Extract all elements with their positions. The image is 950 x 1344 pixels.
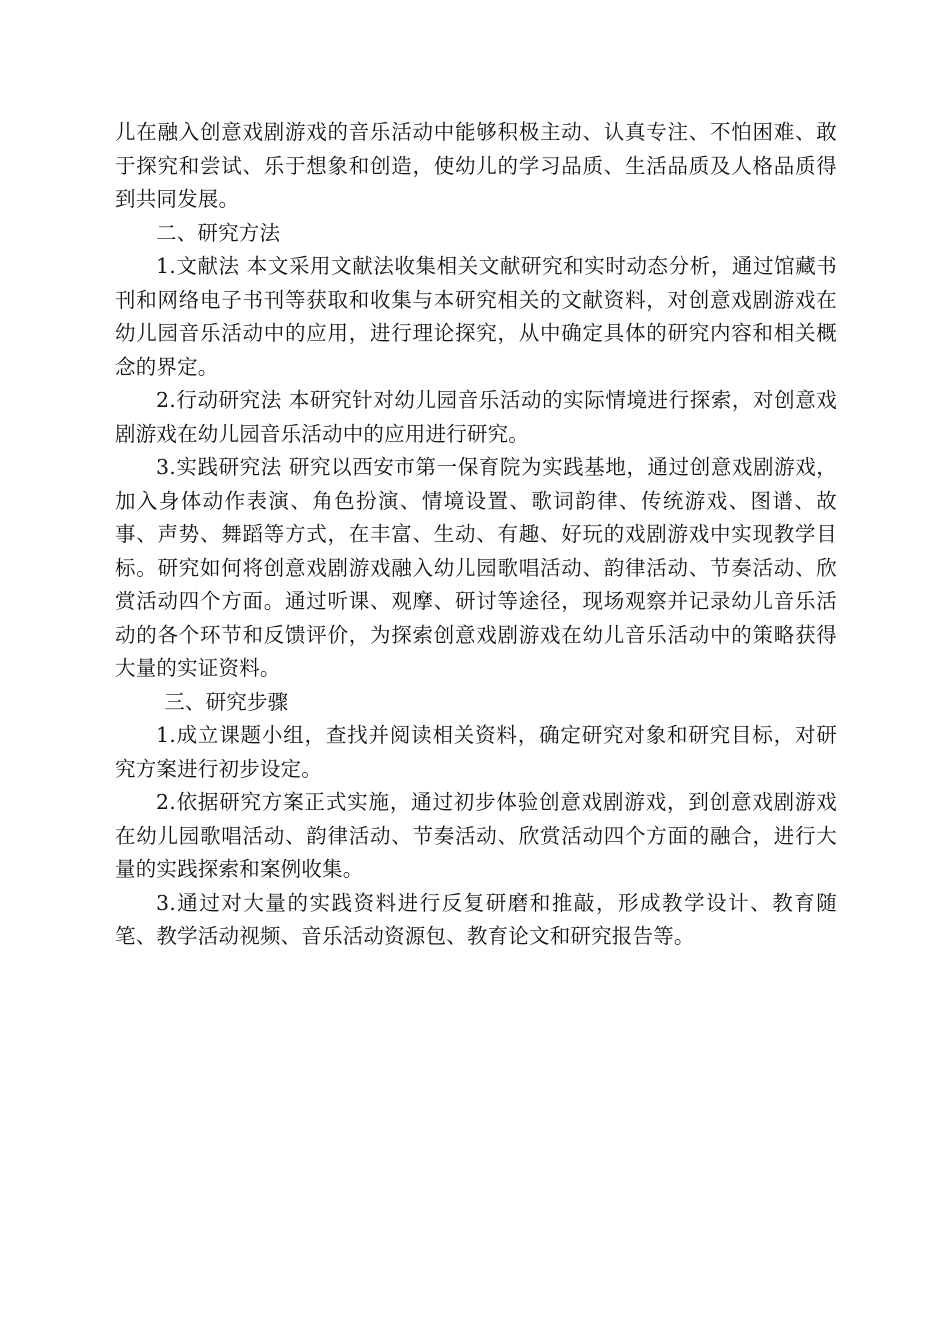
step-item-2: 2.依据研究方案正式实施，通过初步体验创意戏剧游戏，到创意戏剧游戏在幼儿园歌唱活动、韵律活动、节奏活动、欣赏活动四个方面的融合，进行大量的实践探索和案例收集。 xyxy=(115,790,837,881)
section-heading-research-methods: 二、研究方法 xyxy=(156,220,281,245)
method-item-literature: 1.文献法 本文采用文献法收集相关文献研究和实时动态分析，通过馆藏书刊和网络电子书刊等获取和收集与本研究相关的文献资料，对创意戏剧游戏在幼儿园音乐活动中的应用，进行理论探究，从中确定具体的研究内容和相关概念的界定。 xyxy=(115,254,837,379)
document-body xyxy=(115,116,837,954)
method-item-action-research: 2.行动研究法 本研究针对幼儿园音乐活动的实际情境进行探索，对创意戏剧游戏在幼儿园音乐活动中的应用进行研究。 xyxy=(115,388,837,446)
step-item-1: 1.成立课题小组，查找并阅读相关资料，确定研究对象和研究目标，对研究方案进行初步设定。 xyxy=(115,723,837,781)
continuation-paragraph: 儿在融入创意戏剧游戏的音乐活动中能够积极主动、认真专注、不怕困难、敢于探究和尝试、乐于想象和创造，使幼儿的学习品质、生活品质及人格品质得到共同发展。 xyxy=(115,120,837,211)
section-heading-research-steps: 三、研究步骤 xyxy=(164,689,289,714)
method-item-practice-research: 3.实践研究法 研究以西安市第一保育院为实践基地，通过创意戏剧游戏，加入身体动作表演、角色扮演、情境设置、歌词韵律、传统游戏、图谱、故事、声势、舞蹈等方式，在丰富、生动、有趣、好玩的戏剧游戏中实现教学目标。研究如何将创意戏剧游戏融入幼儿园歌唱活动、韵律活动、节奏活动、欣赏活动四个方面。通过听课、观摩、研讨等途径，现场观察并记录幼儿音乐活动的各个环节和反馈评价，为探索创意戏剧游戏在幼儿音乐活动中的策略获得大量的实证资料。 xyxy=(115,455,837,680)
step-item-3: 3.通过对大量的实践资料进行反复研磨和推敲，形成教学设计、教育随笔、教学活动视频、音乐活动资源包、教育论文和研究报告等。 xyxy=(115,890,837,948)
